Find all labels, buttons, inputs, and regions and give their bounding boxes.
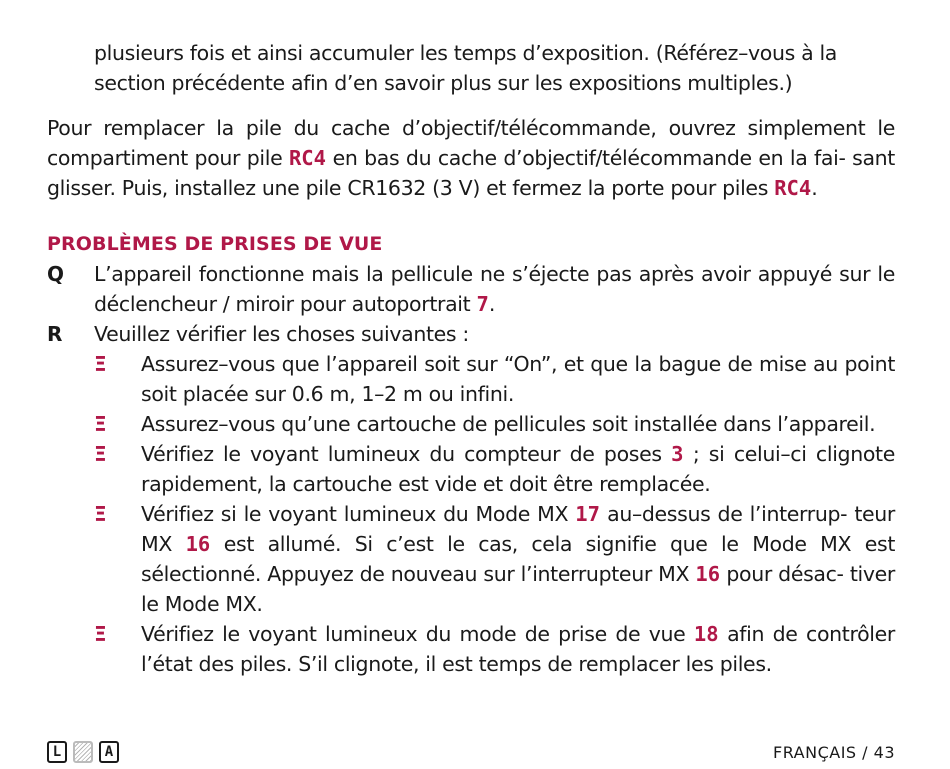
b4-line-3-start: sélectionné. Appuyez de nouveau sur l’interrupteur MX <box>141 562 696 586</box>
battery-line-3-start: sant glisser. Puis, installez une pile CR1632 (3 V) et fermez la porte pour piles <box>47 146 895 200</box>
b4-line-4: tiver le Mode MX. <box>141 562 895 616</box>
question-line-2-end: . <box>488 292 496 316</box>
bullet-icon: Ξ <box>94 502 107 526</box>
intro-line-1: plusieurs fois et ainsi accumuler les temps d’exposition. (Référez–vous à la <box>94 41 838 65</box>
manual-page-body <box>47 38 895 679</box>
b5-line-2: l’état des piles. S’il clignote, il est temps de remplacer les piles. <box>141 652 772 676</box>
b5-line-1-end: afin de contrôler <box>718 622 895 646</box>
checklist <box>94 349 895 679</box>
list-item <box>94 349 895 409</box>
section-title: PROBLÈMES DE PRISES DE VUE <box>47 233 383 255</box>
b5-line-1-start: Vérifiez le voyant lumineux du mode de prise de vue <box>141 622 694 646</box>
b4-line-3-end: pour désac- <box>720 562 844 586</box>
list-item-text <box>141 409 895 439</box>
b4-line-2-start: teur MX <box>141 502 895 556</box>
battery-paragraph <box>47 113 895 203</box>
bullet-icon: Ξ <box>94 442 107 466</box>
b4-line-2-end: est allumé. Si c’est le cas, cela signifie que le Mode MX est <box>210 532 896 556</box>
ref-17: 17 <box>575 502 600 526</box>
ref-18: 18 <box>693 622 719 646</box>
answer-marker: R <box>47 322 63 346</box>
b4-line-1-end: au–dessus de l’interrup- <box>599 502 848 526</box>
question-text <box>94 259 895 319</box>
answer-block <box>47 319 895 349</box>
ref-7: 7 <box>476 292 489 316</box>
ref-rc4: RC4 <box>774 176 812 200</box>
logo-striped-box <box>73 741 93 763</box>
list-item-text <box>141 439 895 499</box>
list-item <box>94 619 895 679</box>
battery-line-2-start: compartiment pour pile <box>47 146 289 170</box>
ref-16: 16 <box>185 532 211 556</box>
b1-line-2: point soit placée sur 0.6 m, 1–2 m ou infini. <box>141 352 896 406</box>
list-item <box>94 499 895 619</box>
bullet-icon: Ξ <box>94 412 107 436</box>
b3-line-1-start: Vérifiez le voyant lumineux du compteur de poses <box>141 442 672 466</box>
question-line-1: L’appareil fonctionne mais la pellicule ne s’éjecte pas après avoir appuyé sur <box>94 262 871 286</box>
ref-16: 16 <box>695 562 721 586</box>
bullet-icon: Ξ <box>94 352 107 376</box>
b3-line-1-end: ; si celui–ci clignote <box>683 442 895 466</box>
question-block <box>47 259 895 319</box>
question-line-2: le déclencheur / miroir pour autoportrait <box>94 262 896 316</box>
intro-line-2: section précédente afin d’en savoir plus sur les expositions multiples.) <box>94 71 793 95</box>
logo-letter-a: A <box>99 741 119 763</box>
page-footer <box>47 738 895 766</box>
battery-line-3-end: . <box>811 176 818 200</box>
logo-letter-l: L <box>47 741 67 763</box>
list-item-text <box>141 349 895 409</box>
page-number-label: FRANÇAIS / 43 <box>773 742 895 762</box>
b1-line-1: Assurez–vous que l’appareil soit sur “On”, et que la bague de mise au <box>141 352 838 376</box>
list-item-text <box>141 499 895 619</box>
list-item <box>94 409 895 439</box>
bullet-icon: Ξ <box>94 622 107 646</box>
b2-line-1: Assurez–vous qu’une cartouche de pellicules soit installée dans l’appareil. <box>141 412 876 436</box>
ref-3: 3 <box>671 442 684 466</box>
list-item-text <box>141 619 895 679</box>
brand-logo <box>47 741 119 763</box>
question-marker: Q <box>47 262 65 286</box>
answer-text: Veuillez vérifier les choses suivantes : <box>94 322 469 346</box>
ref-rc4: RC4 <box>288 146 326 170</box>
b3-line-2: rapidement, la cartouche est vide et doit être remplacée. <box>141 472 711 496</box>
list-item <box>94 439 895 499</box>
b4-line-1-start: Vérifiez si le voyant lumineux du Mode MX <box>141 502 576 526</box>
battery-line-2-end: en bas du cache d’objectif/télécommande en la fai- <box>325 146 846 170</box>
battery-line-1: Pour remplacer la pile du cache d’objectif/télécommande, ouvrez simplement le <box>47 116 895 140</box>
intro-paragraph <box>94 38 895 98</box>
